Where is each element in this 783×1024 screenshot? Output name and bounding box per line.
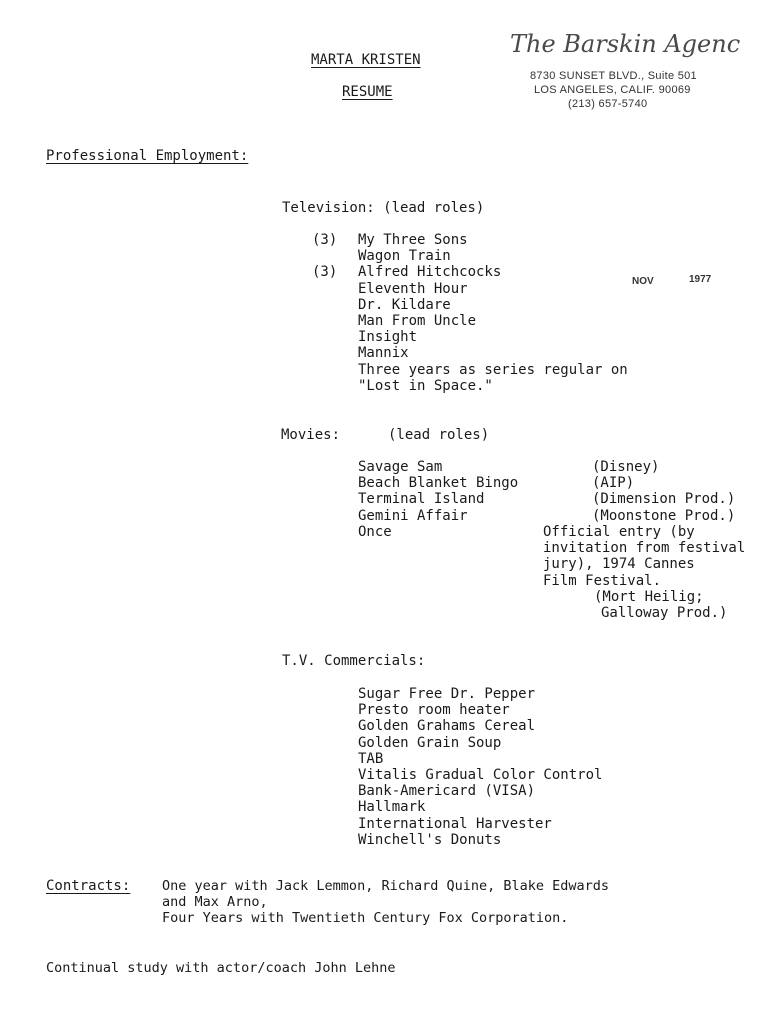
tv-show: My Three Sons [358, 232, 468, 248]
commercial-item: Golden Grahams Cereal [358, 718, 536, 735]
movie-title: Terminal Island [358, 491, 485, 508]
television-heading: Television: (lead roles) [282, 200, 485, 216]
commercial-item: Vitalis Gradual Color Control [358, 766, 603, 783]
once-entry: Official entry (by [543, 524, 695, 540]
tv-show: Eleventh Hour [358, 280, 468, 297]
movie-studios [592, 459, 735, 524]
tv-count [312, 378, 362, 394]
movie-studio: (Disney) [592, 459, 660, 475]
study-note: Continual study with actor/coach John Lehne [46, 960, 396, 976]
contracts-line: Four Years with Twentieth Century Fox Corporation. [162, 910, 569, 926]
commercial-item: Bank-Americard (VISA) [358, 783, 536, 800]
tv-count [312, 362, 362, 378]
date-stamp-year: 1977 [689, 274, 712, 285]
agency-address-line-2: LOS ANGELES, CALIF. 90069 [534, 84, 691, 96]
movie-studio: (AIP) [592, 475, 635, 492]
tv-show: Dr. Kildare [358, 296, 451, 313]
tv-count [312, 345, 362, 361]
section-title: Professional Employment: [46, 148, 249, 164]
commercial-item: TAB [358, 750, 384, 767]
television-list [358, 232, 628, 394]
commercial-item: International Harvester [358, 815, 552, 832]
once-note-line: Film Festival. [543, 572, 662, 589]
contracts-line: One year with Jack Lemmon, Richard Quine, Blake Edwards [162, 878, 610, 894]
movies-heading: Movies: [281, 427, 341, 443]
movie-studio: (Moonstone Prod.) [592, 507, 736, 524]
once-producer [594, 589, 727, 621]
commercial-item: Golden Grain Soup [358, 734, 502, 751]
contracts-label: Contracts: [46, 878, 131, 894]
once-producer-line: (Mort Heilig; [594, 589, 704, 605]
commercials-heading: T.V. Commercials: [282, 653, 426, 669]
movie-studio: (Dimension Prod.) [592, 491, 736, 508]
contracts-line: and Max Arno, [162, 894, 268, 910]
tv-count [312, 248, 362, 264]
commercial-item: Hallmark [358, 799, 426, 816]
tv-count: (3) [312, 264, 338, 281]
tv-show: Insight [358, 329, 418, 346]
date-stamp-month: NOV [632, 276, 654, 287]
agency-address-line-1: 8730 SUNSET BLVD., Suite 501 [530, 70, 697, 82]
tv-show: Mannix [358, 345, 409, 362]
tv-count [312, 297, 362, 313]
movie-title: Beach Blanket Bingo [358, 475, 519, 492]
commercials-list [358, 686, 602, 848]
movie-title: Savage Sam [358, 459, 443, 475]
agency-name: The Barskin Agenc [510, 30, 741, 58]
once-note-line: jury), 1974 Cannes [543, 556, 695, 573]
once-note-line: invitation from festival [543, 540, 746, 557]
resume-name: MARTA KRISTEN [311, 52, 421, 68]
tv-show: Three years as series regular on [358, 361, 628, 378]
once-producer-line: Galloway Prod.) [601, 605, 728, 622]
tv-count: (3) [312, 232, 338, 248]
movie-title: Once [358, 523, 392, 540]
movies-subheading: (lead roles) [388, 427, 490, 443]
tv-count [312, 281, 362, 297]
resume-label: RESUME [342, 84, 393, 100]
television-counts [312, 232, 362, 394]
tv-show: Alfred Hitchcocks [358, 264, 502, 281]
agency-phone: (213) 657-5740 [568, 98, 648, 110]
movies-list [358, 459, 518, 540]
commercial-item: Presto room heater [358, 702, 510, 719]
tv-count [312, 313, 362, 329]
tv-show: Man From Uncle [358, 312, 477, 329]
commercial-item: Winchell's Donuts [358, 831, 502, 848]
tv-count [312, 329, 362, 345]
tv-show: "Lost in Space." [358, 377, 493, 394]
commercial-item: Sugar Free Dr. Pepper [358, 686, 536, 702]
once-note [543, 524, 745, 589]
tv-show: Wagon Train [358, 248, 451, 265]
movie-title: Gemini Affair [358, 507, 468, 524]
